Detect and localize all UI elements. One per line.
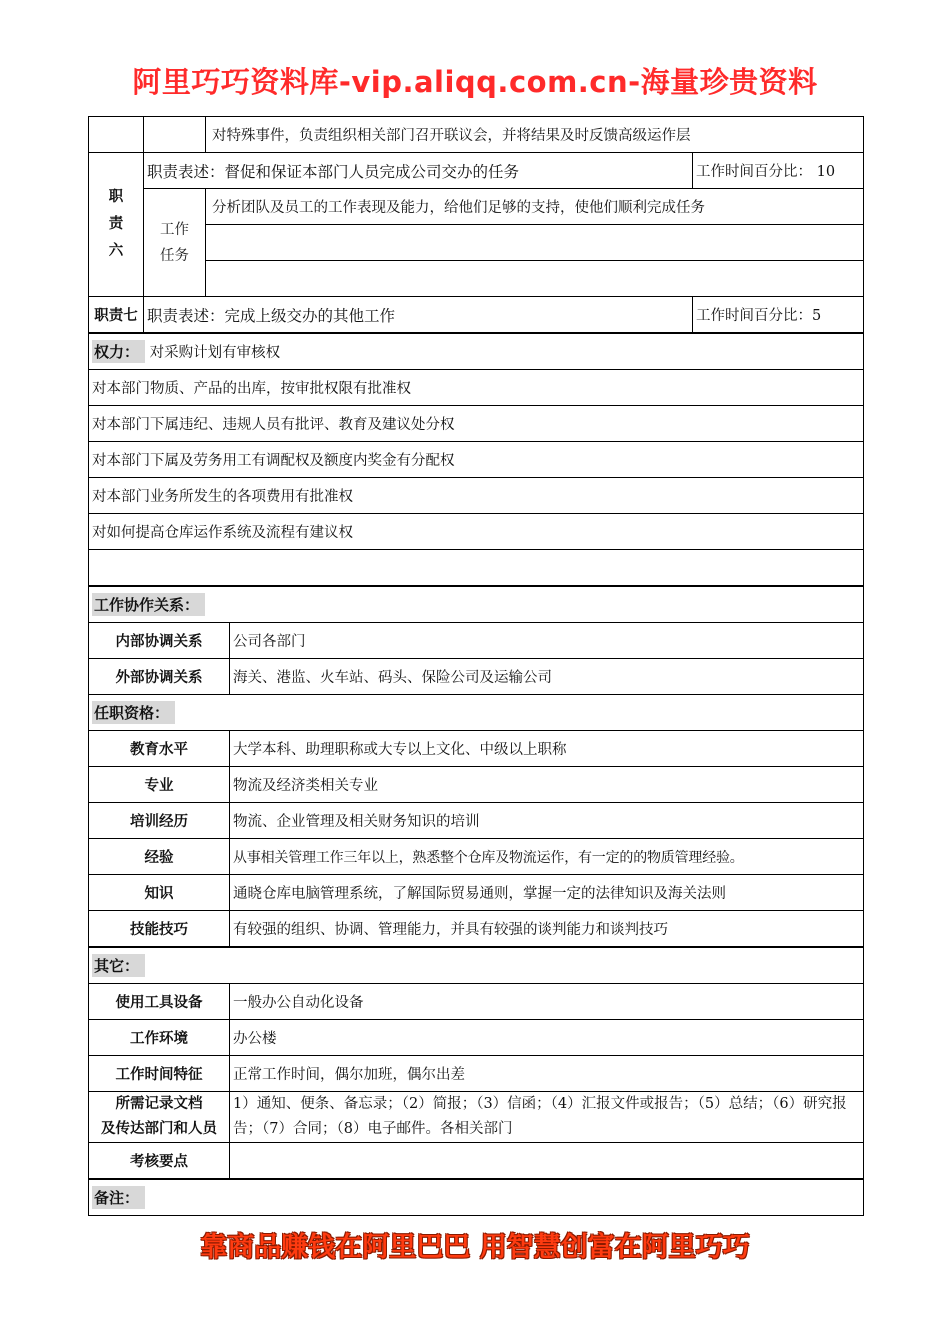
other-value: 正常工作时间，偶尔加班，偶尔出差 <box>230 1056 864 1092</box>
qualification-row <box>89 839 864 875</box>
duty6-task-1: 分析团队及员工的工作表现及能力，给他们足够的支持，使他们顺利完成任务 <box>206 189 864 225</box>
authority-item: 对如何提高仓库运作系统及流程有建议权 <box>89 514 864 550</box>
other-row <box>89 984 864 1020</box>
authority-title: 权力： <box>92 340 145 363</box>
duty-prev-label-cell <box>89 117 144 153</box>
authority-row <box>89 514 864 550</box>
job-description-sheet <box>88 116 863 1216</box>
duty6-task-row <box>89 189 864 225</box>
duty-prev-task-label-cell <box>144 117 206 153</box>
qualification-value: 通晓仓库电脑管理系统，了解国际贸易通则，掌握一定的法律知识及海关法则 <box>230 875 864 911</box>
assessment-label: 考核要点 <box>89 1143 230 1180</box>
records-value: 1）通知、便条、备忘录；（2）简报；（3）信函；（4）汇报文件或报告；（5）总结；（6）研究报告；（7）合同；（8）电子邮件。各相关部门 <box>230 1092 864 1143</box>
authority-item: 对本部门下属及劳务用工有调配权及额度内奖金有分配权 <box>89 442 864 478</box>
authority-cell <box>89 333 864 370</box>
qualification-row <box>89 911 864 948</box>
duty7-label: 职责七 <box>89 297 144 334</box>
authority-first-item: 对采购计划有审核权 <box>149 345 281 361</box>
duty6-task-2 <box>206 225 864 261</box>
qualification-row <box>89 767 864 803</box>
duty6-desc: 职责表述：督促和保证本部门人员完成公司交办的任务 <box>144 153 693 189</box>
other-title: 其它： <box>92 954 145 977</box>
qualification-label: 专业 <box>89 767 230 803</box>
other-row <box>89 1020 864 1056</box>
duty6-label: 职 责 六 <box>89 153 144 297</box>
cooperation-value: 海关、港监、火车站、码头、保险公司及运输公司 <box>230 659 864 695</box>
duty-prev-task: 对特殊事件，负责组织相关部门召开联议会，并将结果及时反馈高级运作层 <box>206 117 864 153</box>
duty7-row <box>89 297 864 334</box>
other-value: 一般办公自动化设备 <box>230 984 864 1020</box>
duty6-pct: 工作时间百分比： 10 <box>693 153 864 189</box>
authority-row <box>89 442 864 478</box>
qualification-value: 从事相关管理工作三年以上，熟悉整个仓库及物流运作，有一定的的物质管理经验。 <box>230 839 864 875</box>
duty7-pct: 工作时间百分比：5 <box>693 297 864 334</box>
cooperation-label: 内部协调关系 <box>89 623 230 659</box>
authority-row <box>89 406 864 442</box>
qualification-value: 大学本科、助理职称或大专以上文化、中级以上职称 <box>230 731 864 767</box>
qualification-label: 培训经历 <box>89 803 230 839</box>
other-label: 工作环境 <box>89 1020 230 1056</box>
authority-item: 对本部门下属违纪、违规人员有批评、教育及建议处分权 <box>89 406 864 442</box>
duty6-task-row <box>89 225 864 261</box>
notes-row <box>89 1179 864 1216</box>
other-value: 办公楼 <box>230 1020 864 1056</box>
qualification-value: 有较强的组织、协调、管理能力，并具有较强的谈判能力和谈判技巧 <box>230 911 864 948</box>
qualification-label: 教育水平 <box>89 731 230 767</box>
cooperation-header-row <box>89 586 864 623</box>
other-cell <box>89 947 864 984</box>
qualification-cell <box>89 695 864 731</box>
qualification-row <box>89 875 864 911</box>
cooperation-label: 外部协调关系 <box>89 659 230 695</box>
duty6-task-label: 工作 任务 <box>144 189 206 297</box>
bottom-banner: 靠商品赚钱在阿里巴巴 用智慧创富在阿里巧巧 <box>200 1232 750 1263</box>
duty-prev-row <box>89 117 864 153</box>
assessment-row <box>89 1143 864 1180</box>
authority-row <box>89 478 864 514</box>
qualification-value: 物流及经济类相关专业 <box>230 767 864 803</box>
authority-row <box>89 370 864 406</box>
qualification-label: 知识 <box>89 875 230 911</box>
other-row <box>89 1056 864 1092</box>
duty7-desc: 职责表述：完成上级交办的其他工作 <box>144 297 693 334</box>
notes-cell <box>89 1179 864 1216</box>
authority-item: 对本部门物质、产品的出库，按审批权限有批准权 <box>89 370 864 406</box>
authority-row <box>89 550 864 587</box>
records-label: 所需记录文档 及传达部门和人员 <box>89 1092 230 1143</box>
qualification-label: 经验 <box>89 839 230 875</box>
duty6-task-3 <box>206 261 864 297</box>
other-label: 使用工具设备 <box>89 984 230 1020</box>
qualification-label: 技能技巧 <box>89 911 230 948</box>
job-table <box>88 116 864 1216</box>
cooperation-cell <box>89 586 864 623</box>
cooperation-row <box>89 623 864 659</box>
qualification-row <box>89 803 864 839</box>
notes-title: 备注： <box>92 1186 145 1209</box>
authority-header-row <box>89 333 864 370</box>
qualification-row <box>89 731 864 767</box>
duty6-task-row <box>89 261 864 297</box>
top-banner: 阿里巧巧资料库-vip.aliqq.com.cn-海量珍贵资料 <box>132 65 818 99</box>
cooperation-row <box>89 659 864 695</box>
authority-item <box>89 550 864 587</box>
qualification-title: 任职资格： <box>92 701 175 724</box>
assessment-value <box>230 1143 864 1180</box>
other-header-row <box>89 947 864 984</box>
authority-item: 对本部门业务所发生的各项费用有批准权 <box>89 478 864 514</box>
other-label: 工作时间特征 <box>89 1056 230 1092</box>
duty6-desc-row <box>89 153 864 189</box>
qualification-header-row <box>89 695 864 731</box>
records-row <box>89 1092 864 1143</box>
cooperation-title: 工作协作关系： <box>92 593 205 616</box>
cooperation-value: 公司各部门 <box>230 623 864 659</box>
qualification-value: 物流、企业管理及相关财务知识的培训 <box>230 803 864 839</box>
